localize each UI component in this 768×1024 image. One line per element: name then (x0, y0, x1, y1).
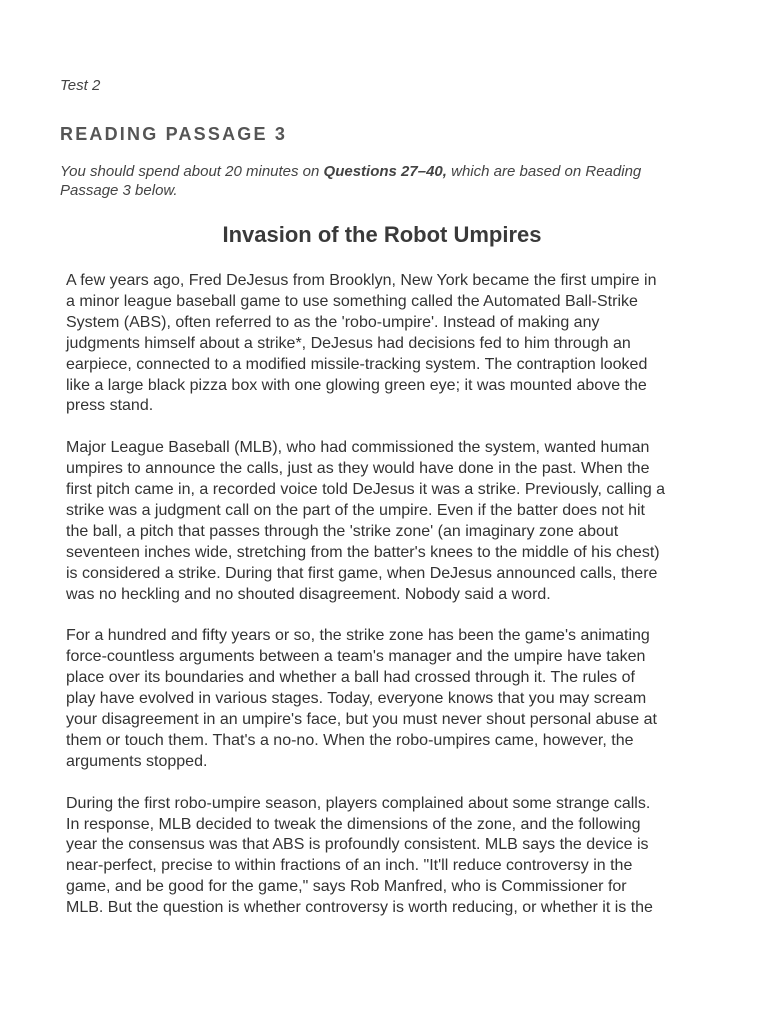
paragraph-line: In response, MLB decided to tweak the dimensions of the zone, and the following (66, 815, 641, 833)
paragraph-4 (66, 794, 706, 919)
paragraph-line: A few years ago, Fred DeJesus from Brooklyn, New York became the first umpire in (66, 272, 657, 289)
passage-body (66, 271, 706, 940)
paragraph-line: earpiece, connected to a modified missile-tracking system. The contraption looked (66, 355, 648, 373)
paragraph-line: For a hundred and fifty years or so, the strike zone has been the game's animating (66, 627, 650, 645)
paragraph-line: press stand. (66, 397, 154, 415)
paragraph-line: them or touch them. That's a no-no. When the robo-umpires came, however, the (66, 731, 634, 749)
instructions (60, 162, 710, 200)
paragraph-2 (66, 438, 706, 605)
paragraph-line: play have evolved in various stages. Today, everyone knows that you may scream (66, 690, 647, 708)
paragraph-3 (66, 626, 706, 772)
paragraph-line: game, and be good for the game," says Rob Manfred, who is Commissioner for (66, 878, 627, 896)
paragraph-line: seventeen inches wide, stretching from the batter's knees to the middle of his chest) (66, 543, 660, 561)
paragraph-line: umpires to announce the calls, just as they would have done in the past. When the (66, 460, 650, 478)
paragraph-line: arguments stopped. (66, 752, 208, 770)
paragraph-line: force-countless arguments between a team's manager and the umpire have taken (66, 648, 646, 666)
paragraph-line: the ball, a pitch that passes through the 'strike zone' (an imaginary zone about (66, 522, 619, 540)
paragraph-line: System (ABS), often referred to as the 'robo-umpire'. Instead of making any (66, 313, 600, 331)
paragraph-line: first pitch came in, a recorded voice told DeJesus it was a strike. Previously, calling a (66, 481, 666, 499)
paragraph-line: MLB. But the question is whether controversy is worth reducing, or whether it is the (66, 899, 653, 917)
passage-title: Invasion of the Robot Umpires (222, 222, 542, 247)
paragraph-line: like a large black pizza box with one glowing green eye; it was mounted above the (66, 376, 647, 394)
paragraph-line: your disagreement in an umpire's face, but you must never shout personal abuse at (66, 711, 657, 728)
paragraph-line: During the first robo-umpire season, players complained about some strange calls. (66, 794, 651, 812)
running-header: Test 2 (60, 77, 101, 94)
paragraph-line: judgments himself about a strike*, DeJesus had decisions fed to him through an (66, 334, 631, 352)
instructions-line-2: Passage 3 below. (60, 182, 178, 199)
paragraph-line: near-perfect, precise to within fractions of an inch. "It'll reduce controversy in the (66, 857, 633, 875)
paragraph-line: a minor league baseball game to use something called the Automated Ball-Strike (66, 292, 638, 310)
section-heading: READING PASSAGE 3 (60, 124, 288, 144)
instructions-lead: You should spend about 20 minutes on (60, 163, 324, 180)
paragraph-line: year the consensus was that ABS is profoundly consistent. MLB says the device is (66, 836, 649, 854)
paragraph-line: Major League Baseball (MLB), who had commissioned the system, wanted human (66, 439, 650, 457)
paragraph-line: place over its boundaries and whether a ball had crossed through it. The rules of (66, 669, 635, 687)
paragraph-line: strike was a judgment call on the part of the umpire. Even if the batter does not hit (66, 501, 645, 519)
instructions-tail: which are based on Reading (446, 163, 642, 180)
instructions-emphasis: Questions 27–40, (323, 163, 447, 180)
paragraph-line: was no heckling and no shouted disagreement. Nobody said a word. (66, 585, 551, 603)
paragraph-line: is considered a strike. During that first game, when DeJesus announced calls, there (66, 564, 658, 582)
paragraph-1 (66, 271, 706, 417)
